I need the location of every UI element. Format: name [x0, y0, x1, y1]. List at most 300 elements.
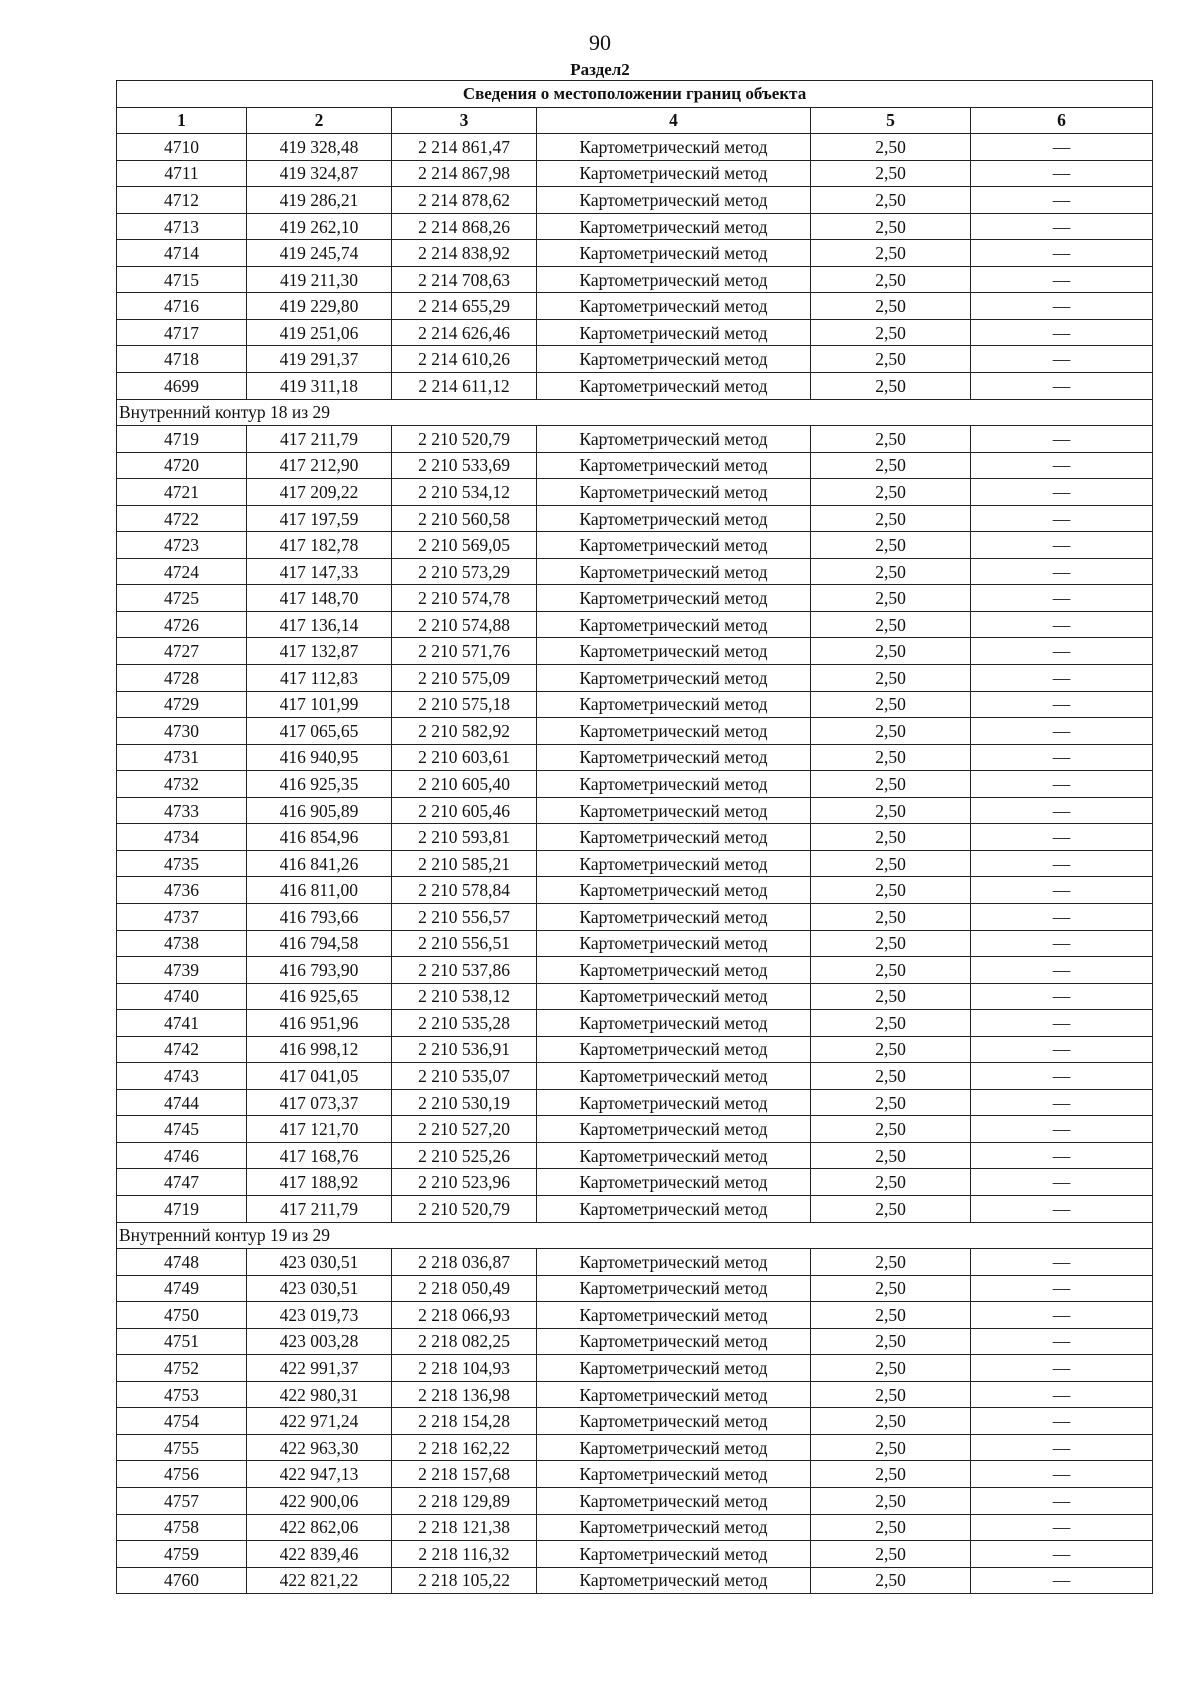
point-number-cell: 4752	[117, 1355, 247, 1382]
table-row	[117, 479, 1153, 506]
section-title: Раздел2	[570, 60, 630, 79]
coordinate-y-cell: 2 214 611,12	[392, 373, 537, 400]
coordinate-x-cell: 416 854,96	[247, 824, 392, 851]
description-cell: —	[971, 1116, 1153, 1143]
coordinate-x-cell: 416 905,89	[247, 797, 392, 824]
table-row	[117, 1381, 1153, 1408]
description-cell: —	[971, 1461, 1153, 1488]
coordinate-x-cell: 417 121,70	[247, 1116, 392, 1143]
accuracy-cell: 2,50	[811, 957, 971, 984]
description-cell: —	[971, 213, 1153, 240]
point-number-cell: 4725	[117, 585, 247, 612]
coordinate-y-cell: 2 210 582,92	[392, 718, 537, 745]
coordinate-y-cell: 2 210 538,12	[392, 983, 537, 1010]
description-cell: —	[971, 957, 1153, 984]
table-row	[117, 1541, 1153, 1568]
description-cell: —	[971, 505, 1153, 532]
point-number-cell: 4749	[117, 1275, 247, 1302]
table-row	[117, 797, 1153, 824]
method-cell: Картометрический метод	[537, 1302, 811, 1329]
method-cell: Картометрический метод	[537, 532, 811, 559]
description-cell: —	[971, 850, 1153, 877]
accuracy-cell: 2,50	[811, 1169, 971, 1196]
boundary-coordinates-table	[116, 80, 1153, 1594]
table-row	[117, 373, 1153, 400]
method-cell: Картометрический метод	[537, 1408, 811, 1435]
coordinate-y-cell: 2 214 867,98	[392, 160, 537, 187]
point-number-cell: 4727	[117, 638, 247, 665]
method-cell: Картометрический метод	[537, 1275, 811, 1302]
description-cell: —	[971, 160, 1153, 187]
accuracy-cell: 2,50	[811, 1063, 971, 1090]
point-number-cell: 4732	[117, 771, 247, 798]
accuracy-cell: 2,50	[811, 1275, 971, 1302]
coordinate-x-cell: 416 811,00	[247, 877, 392, 904]
accuracy-cell: 2,50	[811, 665, 971, 692]
coordinate-y-cell: 2 210 536,91	[392, 1036, 537, 1063]
accuracy-cell: 2,50	[811, 558, 971, 585]
coordinate-x-cell: 423 019,73	[247, 1302, 392, 1329]
method-cell: Картометрический метод	[537, 718, 811, 745]
coordinate-y-cell: 2 218 157,68	[392, 1461, 537, 1488]
point-number-cell: 4738	[117, 930, 247, 957]
accuracy-cell: 2,50	[811, 611, 971, 638]
accuracy-cell: 2,50	[811, 319, 971, 346]
description-cell: —	[971, 134, 1153, 161]
coordinate-y-cell: 2 218 104,93	[392, 1355, 537, 1382]
point-number-cell: 4750	[117, 1302, 247, 1329]
column-header: 3	[392, 107, 537, 134]
description-cell: —	[971, 638, 1153, 665]
accuracy-cell: 2,50	[811, 771, 971, 798]
method-cell: Картометрический метод	[537, 1487, 811, 1514]
method-cell: Картометрический метод	[537, 983, 811, 1010]
accuracy-cell: 2,50	[811, 824, 971, 851]
description-cell: —	[971, 1142, 1153, 1169]
table-row	[117, 1434, 1153, 1461]
table-row	[117, 346, 1153, 373]
accuracy-cell: 2,50	[811, 585, 971, 612]
table-row	[117, 877, 1153, 904]
method-cell: Картометрический метод	[537, 160, 811, 187]
description-cell: —	[971, 744, 1153, 771]
description-cell: —	[971, 1089, 1153, 1116]
coordinate-y-cell: 2 210 574,88	[392, 611, 537, 638]
point-number-cell: 4736	[117, 877, 247, 904]
accuracy-cell: 2,50	[811, 479, 971, 506]
description-cell: —	[971, 1514, 1153, 1541]
coordinate-x-cell: 417 209,22	[247, 479, 392, 506]
point-number-cell: 4721	[117, 479, 247, 506]
coordinate-y-cell: 2 210 575,18	[392, 691, 537, 718]
method-cell: Картометрический метод	[537, 691, 811, 718]
point-number-cell: 4726	[117, 611, 247, 638]
coordinate-y-cell: 2 214 655,29	[392, 293, 537, 320]
coordinate-y-cell: 2 218 154,28	[392, 1408, 537, 1435]
table-row	[117, 1089, 1153, 1116]
coordinate-y-cell: 2 218 105,22	[392, 1567, 537, 1594]
accuracy-cell: 2,50	[811, 983, 971, 1010]
method-cell: Картометрический метод	[537, 1541, 811, 1568]
accuracy-cell: 2,50	[811, 1487, 971, 1514]
description-cell: —	[971, 479, 1153, 506]
description-cell: —	[971, 1063, 1153, 1090]
coordinate-y-cell: 2 210 523,96	[392, 1169, 537, 1196]
coordinate-x-cell: 416 841,26	[247, 850, 392, 877]
table-row	[117, 266, 1153, 293]
table-row	[117, 824, 1153, 851]
coordinate-y-cell: 2 218 116,32	[392, 1541, 537, 1568]
table-caption: Сведения о местоположении границ объекта	[117, 81, 1153, 108]
coordinate-x-cell: 422 900,06	[247, 1487, 392, 1514]
accuracy-cell: 2,50	[811, 877, 971, 904]
coordinate-x-cell: 422 971,24	[247, 1408, 392, 1435]
coordinate-x-cell: 417 211,79	[247, 1195, 392, 1222]
point-number-cell: 4710	[117, 134, 247, 161]
coordinate-x-cell: 416 951,96	[247, 1010, 392, 1037]
description-cell: —	[971, 930, 1153, 957]
description-cell: —	[971, 1169, 1153, 1196]
coordinate-y-cell: 2 214 610,26	[392, 346, 537, 373]
coordinate-y-cell: 2 210 571,76	[392, 638, 537, 665]
table-row	[117, 319, 1153, 346]
description-cell: —	[971, 691, 1153, 718]
method-cell: Картометрический метод	[537, 1169, 811, 1196]
coordinate-y-cell: 2 210 535,28	[392, 1010, 537, 1037]
coordinate-x-cell: 423 030,51	[247, 1275, 392, 1302]
method-cell: Картометрический метод	[537, 1142, 811, 1169]
coordinate-x-cell: 417 188,92	[247, 1169, 392, 1196]
table-row	[117, 691, 1153, 718]
table-row	[117, 293, 1153, 320]
table-row	[117, 1461, 1153, 1488]
coordinate-x-cell: 417 132,87	[247, 638, 392, 665]
method-cell: Картометрический метод	[537, 611, 811, 638]
coordinate-x-cell: 417 182,78	[247, 532, 392, 559]
description-cell: —	[971, 1487, 1153, 1514]
coordinate-y-cell: 2 210 533,69	[392, 452, 537, 479]
description-cell: —	[971, 797, 1153, 824]
method-cell: Картометрический метод	[537, 1381, 811, 1408]
table-row	[117, 665, 1153, 692]
coordinate-y-cell: 2 218 050,49	[392, 1275, 537, 1302]
coordinate-y-cell: 2 210 537,86	[392, 957, 537, 984]
table-row	[117, 1036, 1153, 1063]
accuracy-cell: 2,50	[811, 187, 971, 214]
coordinate-x-cell: 419 328,48	[247, 134, 392, 161]
table-row	[117, 903, 1153, 930]
accuracy-cell: 2,50	[811, 1514, 971, 1541]
point-number-cell: 4713	[117, 213, 247, 240]
accuracy-cell: 2,50	[811, 1434, 971, 1461]
point-number-cell: 4758	[117, 1514, 247, 1541]
column-header: 1	[117, 107, 247, 134]
method-cell: Картометрический метод	[537, 1010, 811, 1037]
coordinate-x-cell: 419 251,06	[247, 319, 392, 346]
point-number-cell: 4714	[117, 240, 247, 267]
coordinate-y-cell: 2 210 585,21	[392, 850, 537, 877]
coordinate-y-cell: 2 210 605,40	[392, 771, 537, 798]
method-cell: Картометрический метод	[537, 346, 811, 373]
point-number-cell: 4740	[117, 983, 247, 1010]
coordinate-x-cell: 419 286,21	[247, 187, 392, 214]
table-row	[117, 1195, 1153, 1222]
table-row	[117, 585, 1153, 612]
accuracy-cell: 2,50	[811, 1355, 971, 1382]
coordinate-x-cell: 417 065,65	[247, 718, 392, 745]
table-row	[117, 1275, 1153, 1302]
coordinate-y-cell: 2 210 593,81	[392, 824, 537, 851]
coordinate-x-cell: 417 136,14	[247, 611, 392, 638]
coordinate-x-cell: 417 101,99	[247, 691, 392, 718]
method-cell: Картометрический метод	[537, 373, 811, 400]
description-cell: —	[971, 187, 1153, 214]
table-row	[117, 213, 1153, 240]
column-header: 5	[811, 107, 971, 134]
point-number-cell: 4759	[117, 1541, 247, 1568]
contour-header-row	[117, 399, 1153, 426]
table-row	[117, 1169, 1153, 1196]
point-number-cell: 4723	[117, 532, 247, 559]
table-row	[117, 1567, 1153, 1594]
coordinate-y-cell: 2 218 136,98	[392, 1381, 537, 1408]
description-cell: —	[971, 1275, 1153, 1302]
coordinate-x-cell: 417 212,90	[247, 452, 392, 479]
coordinate-x-cell: 419 245,74	[247, 240, 392, 267]
method-cell: Картометрический метод	[537, 1355, 811, 1382]
point-number-cell: 4717	[117, 319, 247, 346]
point-number-cell: 4724	[117, 558, 247, 585]
coordinate-x-cell: 419 311,18	[247, 373, 392, 400]
method-cell: Картометрический метод	[537, 452, 811, 479]
point-number-cell: 4712	[117, 187, 247, 214]
description-cell: —	[971, 266, 1153, 293]
coordinate-y-cell: 2 218 036,87	[392, 1249, 537, 1276]
method-cell: Картометрический метод	[537, 930, 811, 957]
method-cell: Картометрический метод	[537, 850, 811, 877]
coordinate-y-cell: 2 210 530,19	[392, 1089, 537, 1116]
table-row	[117, 1408, 1153, 1435]
method-cell: Картометрический метод	[537, 1195, 811, 1222]
accuracy-cell: 2,50	[811, 1142, 971, 1169]
accuracy-cell: 2,50	[811, 1089, 971, 1116]
coordinate-x-cell: 419 211,30	[247, 266, 392, 293]
coordinate-x-cell: 422 839,46	[247, 1541, 392, 1568]
description-cell: —	[971, 1036, 1153, 1063]
column-header: 4	[537, 107, 811, 134]
coordinate-y-cell: 2 210 603,61	[392, 744, 537, 771]
coordinate-y-cell: 2 210 556,51	[392, 930, 537, 957]
coordinate-y-cell: 2 214 868,26	[392, 213, 537, 240]
accuracy-cell: 2,50	[811, 452, 971, 479]
method-cell: Картометрический метод	[537, 479, 811, 506]
description-cell: —	[971, 903, 1153, 930]
point-number-cell: 4747	[117, 1169, 247, 1196]
description-cell: —	[971, 426, 1153, 453]
coordinate-x-cell: 419 262,10	[247, 213, 392, 240]
table-row	[117, 744, 1153, 771]
coordinate-y-cell: 2 210 556,57	[392, 903, 537, 930]
table-row	[117, 1063, 1153, 1090]
description-cell: —	[971, 532, 1153, 559]
accuracy-cell: 2,50	[811, 240, 971, 267]
coordinate-x-cell: 422 963,30	[247, 1434, 392, 1461]
accuracy-cell: 2,50	[811, 638, 971, 665]
accuracy-cell: 2,50	[811, 718, 971, 745]
description-cell: —	[971, 1567, 1153, 1594]
accuracy-cell: 2,50	[811, 213, 971, 240]
coordinate-x-cell: 423 030,51	[247, 1249, 392, 1276]
point-number-cell: 4742	[117, 1036, 247, 1063]
table-row	[117, 1302, 1153, 1329]
point-number-cell: 4699	[117, 373, 247, 400]
accuracy-cell: 2,50	[811, 160, 971, 187]
coordinate-x-cell: 417 041,05	[247, 1063, 392, 1090]
point-number-cell: 4755	[117, 1434, 247, 1461]
coordinate-y-cell: 2 210 520,79	[392, 1195, 537, 1222]
point-number-cell: 4739	[117, 957, 247, 984]
point-number-cell: 4743	[117, 1063, 247, 1090]
table-row	[117, 426, 1153, 453]
coordinate-x-cell: 416 998,12	[247, 1036, 392, 1063]
coordinate-y-cell: 2 218 082,25	[392, 1328, 537, 1355]
table-row	[117, 1514, 1153, 1541]
accuracy-cell: 2,50	[811, 930, 971, 957]
point-number-cell: 4744	[117, 1089, 247, 1116]
coordinate-x-cell: 419 291,37	[247, 346, 392, 373]
accuracy-cell: 2,50	[811, 903, 971, 930]
method-cell: Картометрический метод	[537, 240, 811, 267]
coordinate-x-cell: 422 991,37	[247, 1355, 392, 1382]
description-cell: —	[971, 319, 1153, 346]
page-number: 90	[589, 30, 611, 55]
coordinate-y-cell: 2 210 574,78	[392, 585, 537, 612]
coordinate-x-cell: 419 324,87	[247, 160, 392, 187]
coordinate-x-cell: 417 197,59	[247, 505, 392, 532]
table-row	[117, 1116, 1153, 1143]
table-row	[117, 957, 1153, 984]
coordinate-y-cell: 2 210 525,26	[392, 1142, 537, 1169]
table-caption-row	[117, 81, 1153, 108]
coordinate-y-cell: 2 210 605,46	[392, 797, 537, 824]
point-number-cell: 4745	[117, 1116, 247, 1143]
table-row	[117, 1010, 1153, 1037]
description-cell: —	[971, 373, 1153, 400]
description-cell: —	[971, 1249, 1153, 1276]
accuracy-cell: 2,50	[811, 1328, 971, 1355]
table-row	[117, 850, 1153, 877]
accuracy-cell: 2,50	[811, 1010, 971, 1037]
table-row	[117, 240, 1153, 267]
description-cell: —	[971, 1195, 1153, 1222]
table-row	[117, 1355, 1153, 1382]
coordinate-y-cell: 2 214 708,63	[392, 266, 537, 293]
description-cell: —	[971, 1381, 1153, 1408]
accuracy-cell: 2,50	[811, 346, 971, 373]
contour-label: Внутренний контур 19 из 29	[117, 1222, 1153, 1249]
coordinate-x-cell: 416 793,66	[247, 903, 392, 930]
method-cell: Картометрический метод	[537, 266, 811, 293]
point-number-cell: 4719	[117, 426, 247, 453]
point-number-cell: 4734	[117, 824, 247, 851]
point-number-cell: 4735	[117, 850, 247, 877]
point-number-cell: 4751	[117, 1328, 247, 1355]
coordinate-y-cell: 2 214 838,92	[392, 240, 537, 267]
point-number-cell: 4737	[117, 903, 247, 930]
description-cell: —	[971, 824, 1153, 851]
coordinate-x-cell: 422 980,31	[247, 1381, 392, 1408]
contour-header-row	[117, 1222, 1153, 1249]
coordinate-x-cell: 416 925,35	[247, 771, 392, 798]
coordinate-x-cell: 422 862,06	[247, 1514, 392, 1541]
point-number-cell: 4728	[117, 665, 247, 692]
method-cell: Картометрический метод	[537, 293, 811, 320]
point-number-cell: 4716	[117, 293, 247, 320]
table-row	[117, 1487, 1153, 1514]
description-cell: —	[971, 585, 1153, 612]
coordinate-x-cell: 422 947,13	[247, 1461, 392, 1488]
description-cell: —	[971, 1408, 1153, 1435]
point-number-cell: 4748	[117, 1249, 247, 1276]
method-cell: Картометрический метод	[537, 585, 811, 612]
accuracy-cell: 2,50	[811, 1567, 971, 1594]
method-cell: Картометрический метод	[537, 1514, 811, 1541]
table-row	[117, 771, 1153, 798]
accuracy-cell: 2,50	[811, 505, 971, 532]
coordinate-x-cell: 419 229,80	[247, 293, 392, 320]
coordinate-y-cell: 2 210 578,84	[392, 877, 537, 904]
point-number-cell: 4729	[117, 691, 247, 718]
coordinate-y-cell: 2 218 066,93	[392, 1302, 537, 1329]
description-cell: —	[971, 346, 1153, 373]
accuracy-cell: 2,50	[811, 1302, 971, 1329]
method-cell: Картометрический метод	[537, 638, 811, 665]
description-cell: —	[971, 1302, 1153, 1329]
table-row	[117, 1328, 1153, 1355]
method-cell: Картометрический метод	[537, 1116, 811, 1143]
table-row	[117, 452, 1153, 479]
description-cell: —	[971, 240, 1153, 267]
method-cell: Картометрический метод	[537, 213, 811, 240]
coordinate-y-cell: 2 210 569,05	[392, 532, 537, 559]
description-cell: —	[971, 558, 1153, 585]
method-cell: Картометрический метод	[537, 1328, 811, 1355]
accuracy-cell: 2,50	[811, 1249, 971, 1276]
method-cell: Картометрический метод	[537, 505, 811, 532]
coordinate-y-cell: 2 210 575,09	[392, 665, 537, 692]
method-cell: Картометрический метод	[537, 1089, 811, 1116]
point-number-cell: 4731	[117, 744, 247, 771]
accuracy-cell: 2,50	[811, 1381, 971, 1408]
coordinate-x-cell: 417 073,37	[247, 1089, 392, 1116]
point-number-cell: 4715	[117, 266, 247, 293]
method-cell: Картометрический метод	[537, 1434, 811, 1461]
point-number-cell: 4711	[117, 160, 247, 187]
point-number-cell: 4741	[117, 1010, 247, 1037]
table-row	[117, 1142, 1153, 1169]
method-cell: Картометрический метод	[537, 558, 811, 585]
coordinate-y-cell: 2 214 878,62	[392, 187, 537, 214]
coordinate-y-cell: 2 210 534,12	[392, 479, 537, 506]
coordinate-y-cell: 2 210 535,07	[392, 1063, 537, 1090]
point-number-cell: 4722	[117, 505, 247, 532]
coordinate-y-cell: 2 218 129,89	[392, 1487, 537, 1514]
point-number-cell: 4718	[117, 346, 247, 373]
table-row	[117, 532, 1153, 559]
accuracy-cell: 2,50	[811, 691, 971, 718]
point-number-cell: 4733	[117, 797, 247, 824]
table-row	[117, 160, 1153, 187]
